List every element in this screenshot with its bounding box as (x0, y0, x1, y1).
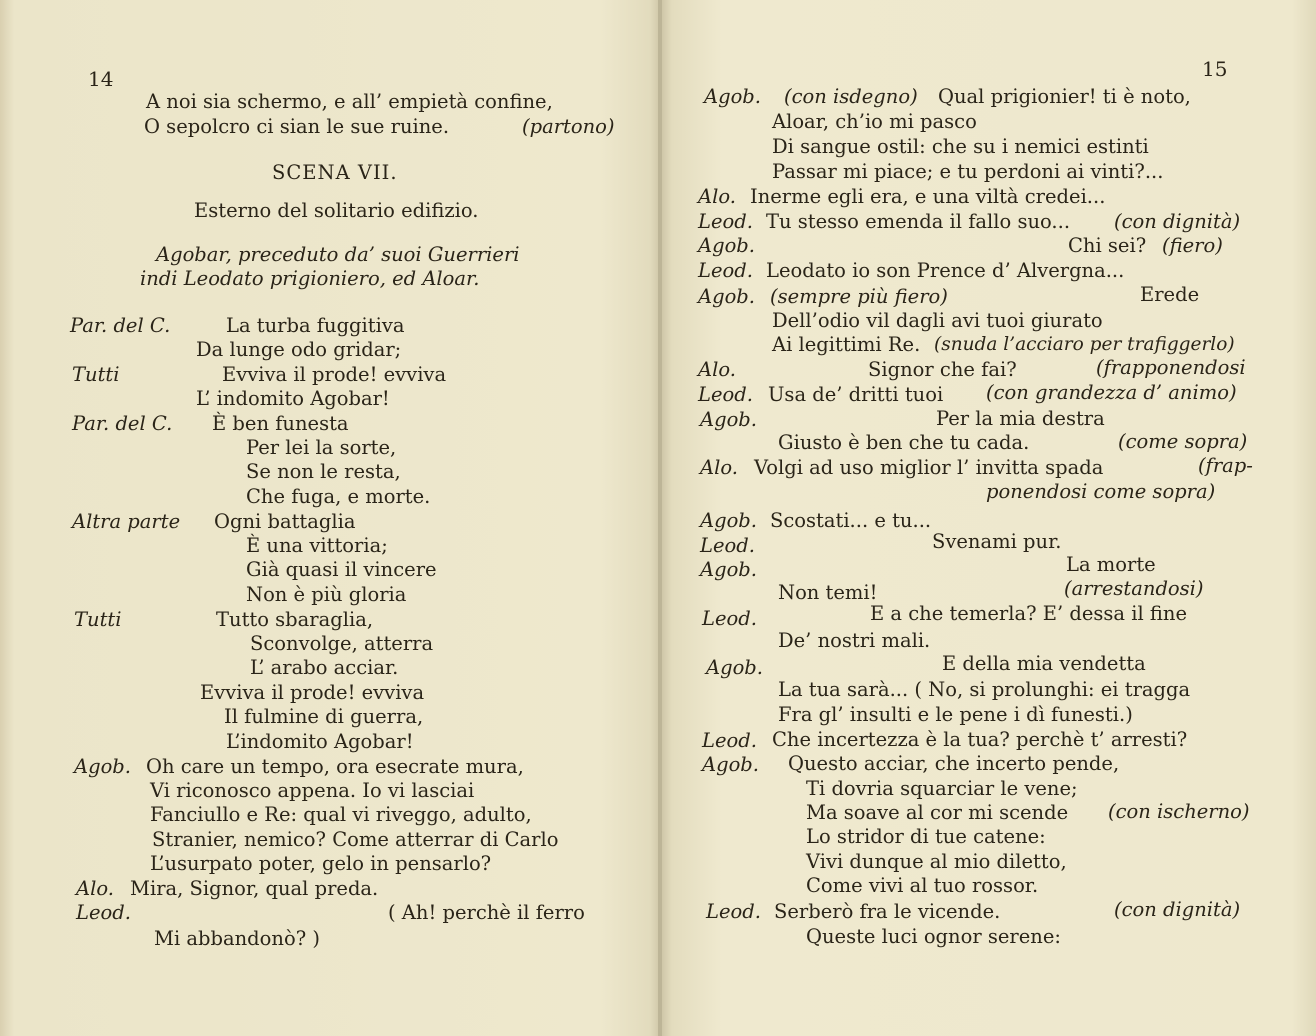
verse-line: Tu stesso emenda il fallo suo... (766, 210, 1071, 233)
verse-line: Sconvolge, atterra (250, 632, 434, 655)
verse-line: L’indomito Agobar! (226, 730, 414, 753)
speaker-label: Agob. (700, 408, 757, 431)
page-number: 15 (1202, 57, 1228, 81)
verse-line: ( Ah! perchè il ferro (388, 901, 585, 924)
verse-line: Scostati... e tu... (770, 509, 932, 532)
speaker-label: Agob. (698, 285, 755, 308)
verse-line: E della mia vendetta (942, 652, 1146, 675)
verse-line: È ben funesta (212, 412, 349, 435)
speaker-label: Leod. (698, 210, 753, 233)
speaker-label: Leod. (700, 534, 755, 557)
scene-heading: SCENA VII. (272, 161, 398, 184)
verse-line: È una vittoria; (246, 534, 388, 557)
verse-line: L’usurpato poter, gelo in pensarlo? (150, 852, 492, 875)
speaker-label: Alo. (698, 185, 736, 208)
speaker-label: Agob. (700, 509, 757, 532)
verse-line: Ai legittimi Re. (772, 333, 921, 356)
stage-direction: (fiero) (1162, 234, 1223, 257)
stage-direction: (con isdegno) (784, 85, 918, 108)
verse-line: L’ arabo acciar. (250, 656, 399, 679)
verse-line: De’ nostri mali. (778, 629, 931, 652)
speaker-label: Leod. (76, 901, 131, 924)
page-number: 14 (88, 67, 114, 91)
stage-direction: (come sopra) (1118, 430, 1248, 453)
verse-line: Aloar, ch’io mi pasco (772, 110, 977, 133)
verse-line: Dell’odio vil dagli avi tuoi giurato (772, 309, 1103, 332)
stage-direction: (con ischerno) (1108, 800, 1250, 823)
stage-direction: (frapponendosi (1096, 356, 1246, 379)
verse-line: Ma soave al cor mi scende (806, 801, 1069, 824)
verse-line: Questo acciar, che incerto pende, (788, 752, 1120, 775)
verse-line: Che incertezza è la tua? perchè t’ arresti? (772, 728, 1188, 751)
verse-line: Qual prigionier! ti è noto, (938, 85, 1191, 108)
stage-direction: (partono) (522, 115, 615, 138)
speaker-label: Altra parte (72, 510, 181, 533)
verse-line: La tua sarà... ( No, si prolunghi: ei tragga (778, 678, 1191, 701)
speaker-label: Leod. (698, 259, 753, 282)
stage-direction: (sempre più fiero) (770, 285, 948, 308)
scene-setting: Esterno del solitario edifizio. (194, 199, 479, 222)
right-page (662, 0, 1316, 1036)
verse-line: Evviva il prode! evviva (222, 363, 447, 386)
speaker-label: Agob. (700, 558, 757, 581)
verse-line: Leodato io son Prence d’ Alvergna... (766, 259, 1125, 282)
verse-line: La turba fuggitiva (226, 314, 405, 337)
stage-direction: (snuda l’acciaro per trafiggerlo) (934, 334, 1235, 355)
verse-line: Giusto è ben che tu cada. (778, 431, 1030, 454)
verse-line: Queste luci ognor serene: (806, 925, 1061, 948)
character-list: indi Leodato prigioniero, ed Aloar. (140, 267, 480, 290)
verse-line: Inerme egli era, e una viltà credei... (750, 185, 1106, 208)
verse-line: Mi abbandonò? ) (154, 927, 320, 950)
speaker-label: Agob. (702, 753, 759, 776)
verse-line: Ogni battaglia (214, 510, 356, 533)
verse-line: A noi sia schermo, e all’ empietà confine, (146, 90, 553, 113)
verse-line: Volgi ad uso miglior l’ invitta spada (754, 456, 1104, 479)
speaker-label: Agob. (704, 85, 761, 108)
speaker-label: Agob. (698, 234, 755, 257)
verse-line: L’ indomito Agobar! (196, 387, 390, 410)
speaker-label: Leod. (706, 900, 761, 923)
verse-line: Tutto sbaraglia, (216, 608, 374, 631)
speaker-label: Alo. (76, 877, 114, 900)
speaker-label: Tutti (74, 608, 122, 631)
verse-line: Vi riconosco appena. Io vi lasciai (150, 779, 475, 802)
verse-line: Mira, Signor, qual preda. (130, 877, 379, 900)
speaker-label: Par. del C. (70, 314, 171, 337)
verse-line: Stranier, nemico? Come atterrar di Carlo (152, 828, 559, 851)
verse-line: Chi sei? (1068, 234, 1147, 257)
verse-line: Vivi dunque al mio diletto, (806, 850, 1067, 873)
verse-line: Per lei la sorte, (246, 436, 397, 459)
verse-line: Di sangue ostil: che su i nemici estinti (772, 135, 1149, 158)
speaker-label: Leod. (698, 383, 753, 406)
verse-line: Da lunge odo gridar; (196, 338, 402, 361)
speaker-label: Alo. (698, 358, 736, 381)
speaker-label: Leod. (702, 729, 757, 752)
verse-line: Se non le resta, (246, 460, 401, 483)
speaker-label: Par. del C. (72, 412, 173, 435)
verse-line: Fanciullo e Re: qual vi riveggo, adulto, (150, 803, 532, 826)
verse-line: Ti dovria squarciar le vene; (806, 777, 1078, 800)
verse-line: Erede (1140, 283, 1200, 306)
stage-direction: (con dignità) (1114, 898, 1241, 921)
speaker-label: Agob. (706, 656, 763, 679)
verse-line: Passar mi piace; e tu perdoni ai vinti?... (772, 160, 1164, 183)
verse-line: Oh care un tempo, ora esecrate mura, (146, 755, 524, 778)
verse-line: Lo stridor di tue catene: (806, 825, 1046, 848)
verse-line: E a che temerla? E’ dessa il fine (870, 602, 1187, 625)
speaker-label: Alo. (700, 456, 738, 479)
verse-line: Il fulmine di guerra, (224, 705, 424, 728)
speaker-label: Tutti (72, 363, 120, 386)
verse-line: Per la mia destra (936, 407, 1105, 430)
stage-direction: (con grandezza d’ animo) (986, 381, 1237, 404)
verse-line: O sepolcro ci sian le sue ruine. (144, 115, 450, 138)
stage-direction: (frap- (1198, 454, 1253, 477)
stage-direction: (arrestandosi) (1064, 577, 1204, 600)
verse-line: Fra gl’ insulti e le pene i dì funesti.) (778, 703, 1133, 726)
verse-line: Come vivi al tuo rossor. (806, 874, 1039, 897)
verse-line: Evviva il prode! evviva (200, 681, 425, 704)
verse-line: Già quasi il vincere (246, 558, 437, 581)
stage-direction: ponendosi come sopra) (986, 480, 1216, 503)
verse-line: Signor che fai? (868, 358, 1017, 381)
verse-line: La morte (1066, 553, 1156, 576)
verse-line: Che fuga, e morte. (246, 485, 431, 508)
verse-line: Usa de’ dritti tuoi (768, 383, 944, 406)
verse-line: Non è più gloria (246, 583, 407, 606)
verse-line: Svenami pur. (932, 530, 1062, 553)
stage-direction: (con dignità) (1114, 210, 1241, 233)
speaker-label: Leod. (702, 607, 757, 630)
verse-line: Non temi! (778, 581, 878, 604)
character-list: Agobar, preceduto da’ suoi Guerrieri (156, 243, 520, 266)
speaker-label: Agob. (74, 755, 131, 778)
verse-line: Serberò fra le vicende. (774, 900, 1001, 923)
